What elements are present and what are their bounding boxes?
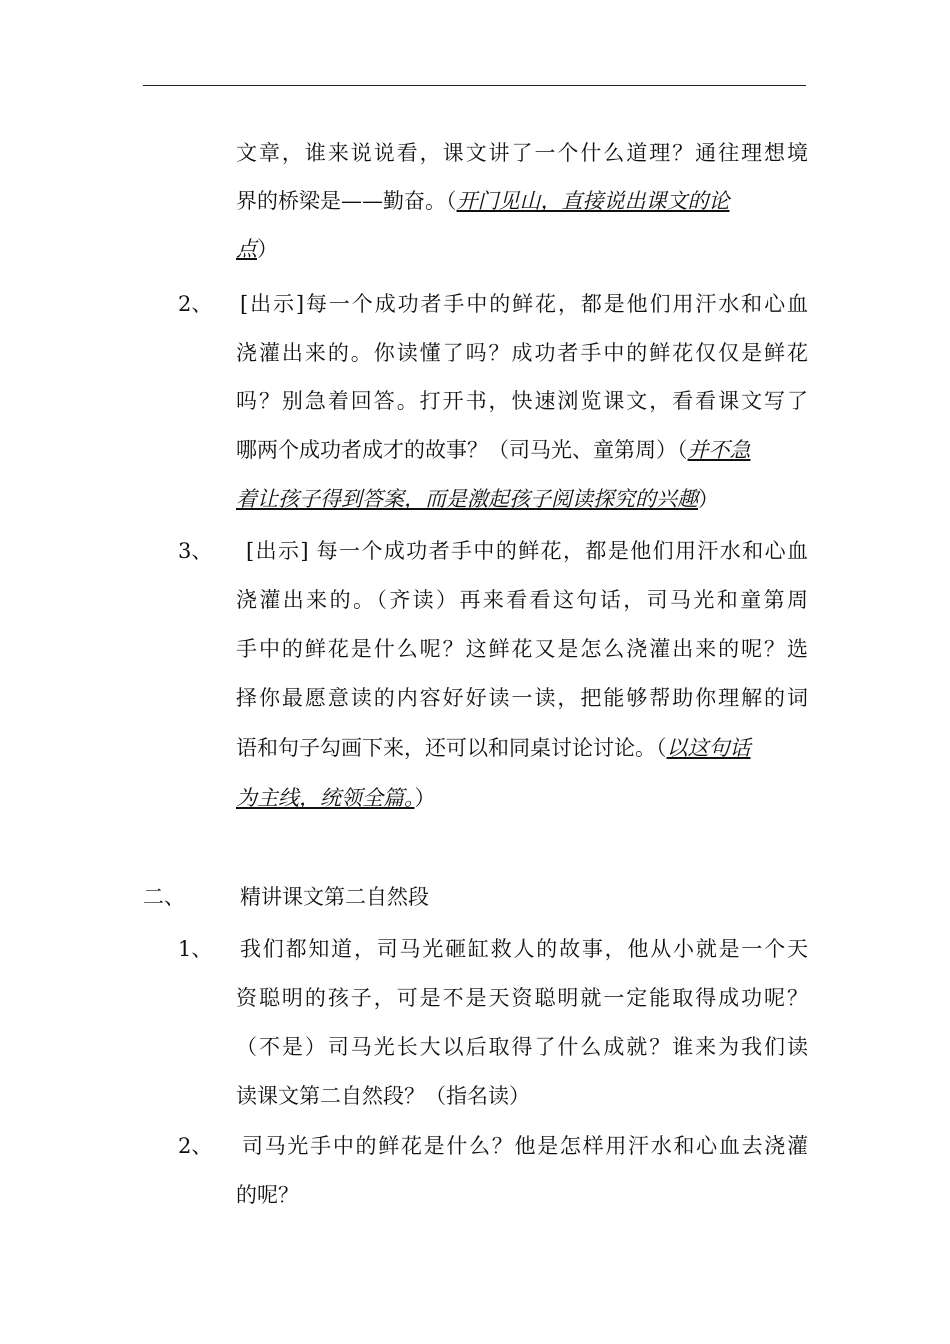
- text: 文章，谁来说说看，课文讲了一个什么道理？通往理想境: [236, 141, 808, 165]
- teaching-note: 点: [236, 237, 257, 261]
- text: 资聪明的孩子，可是不是天资聪明就一定能取得成功呢？: [236, 986, 808, 1010]
- paragraph-line: [240, 289, 808, 319]
- text: 我们都知道，司马光砸缸救人的故事，他从小就是一个天: [240, 937, 808, 961]
- teaching-note: 并不急: [687, 438, 751, 462]
- text: 吗？别急着回答。打开书，快速浏览课文，看看课文写了: [236, 389, 808, 413]
- section-title: 精讲课文第二自然段: [240, 885, 429, 909]
- item-number: 3、: [178, 539, 213, 563]
- paragraph-line: [236, 138, 808, 168]
- text: 司马光手中的鲜花是什么？他是怎样用汗水和心血去浇灌: [242, 1134, 808, 1158]
- teaching-note: 为主线，统领全篇。: [236, 786, 415, 810]
- text: 哪两个成功者成才的故事？（司马光、童第周）（: [236, 438, 688, 462]
- teaching-note: 着让孩子得到答案，而是激起孩子阅读探究的兴趣: [236, 487, 698, 511]
- text: ）: [698, 487, 719, 511]
- text: 浇灌出来的。（齐读）再来看看这句话，司马光和童第周: [236, 588, 808, 612]
- paragraph-line: [236, 435, 808, 465]
- text: 读课文第二自然段？（指名读）: [236, 1084, 530, 1108]
- paragraph-line: [236, 585, 808, 615]
- paragraph-line: [236, 386, 808, 416]
- paragraph-line: [236, 338, 808, 368]
- item-number: 2、: [178, 1134, 213, 1158]
- text: 择你最愿意读的内容好好读一读，把能够帮助你理解的词: [236, 686, 808, 710]
- text: [出示] 每一个成功者手中的鲜花，都是他们用汗水和心血: [246, 539, 808, 563]
- section-number: 二、: [143, 885, 185, 909]
- text: ）: [257, 237, 278, 261]
- text: （不是）司马光长大以后取得了什么成就？谁来为我们读: [236, 1035, 808, 1059]
- paragraph-line: [236, 783, 808, 813]
- teaching-note: 开门见山，直接说出课文的论: [456, 189, 730, 213]
- paragraph-line: [246, 536, 808, 566]
- teaching-note: 以这句话: [666, 736, 751, 760]
- item-number: 2、: [178, 292, 213, 316]
- text: ）: [414, 786, 436, 810]
- paragraph-line: [236, 1180, 808, 1210]
- paragraph-line: [236, 983, 808, 1013]
- item-number: 1、: [178, 937, 213, 961]
- text: 手中的鲜花是什么呢？这鲜花又是怎么浇灌出来的呢？选: [236, 637, 808, 661]
- text: 语和句子勾画下来，还可以和同桌讨论讨论。（: [236, 736, 667, 760]
- paragraph-line: [236, 234, 808, 264]
- text: 浇灌出来的。你读懂了吗？成功者手中的鲜花仅仅是鲜花: [236, 341, 808, 365]
- paragraph-line: [236, 634, 808, 664]
- paragraph-line: [236, 1081, 808, 1111]
- paragraph-line: [236, 484, 808, 514]
- paragraph-line: [236, 186, 808, 216]
- paragraph-line: [236, 733, 808, 763]
- paragraph-line: [242, 1131, 808, 1161]
- paragraph-line: [236, 1032, 808, 1062]
- paragraph-line: [240, 934, 808, 964]
- header-rule: [143, 85, 806, 86]
- paragraph-line: [236, 683, 808, 713]
- text: [出示]每一个成功者手中的鲜花，都是他们用汗水和心血: [240, 292, 808, 316]
- text: 的呢？: [236, 1183, 299, 1207]
- text: 界的桥梁是——勤奋。（: [236, 189, 457, 213]
